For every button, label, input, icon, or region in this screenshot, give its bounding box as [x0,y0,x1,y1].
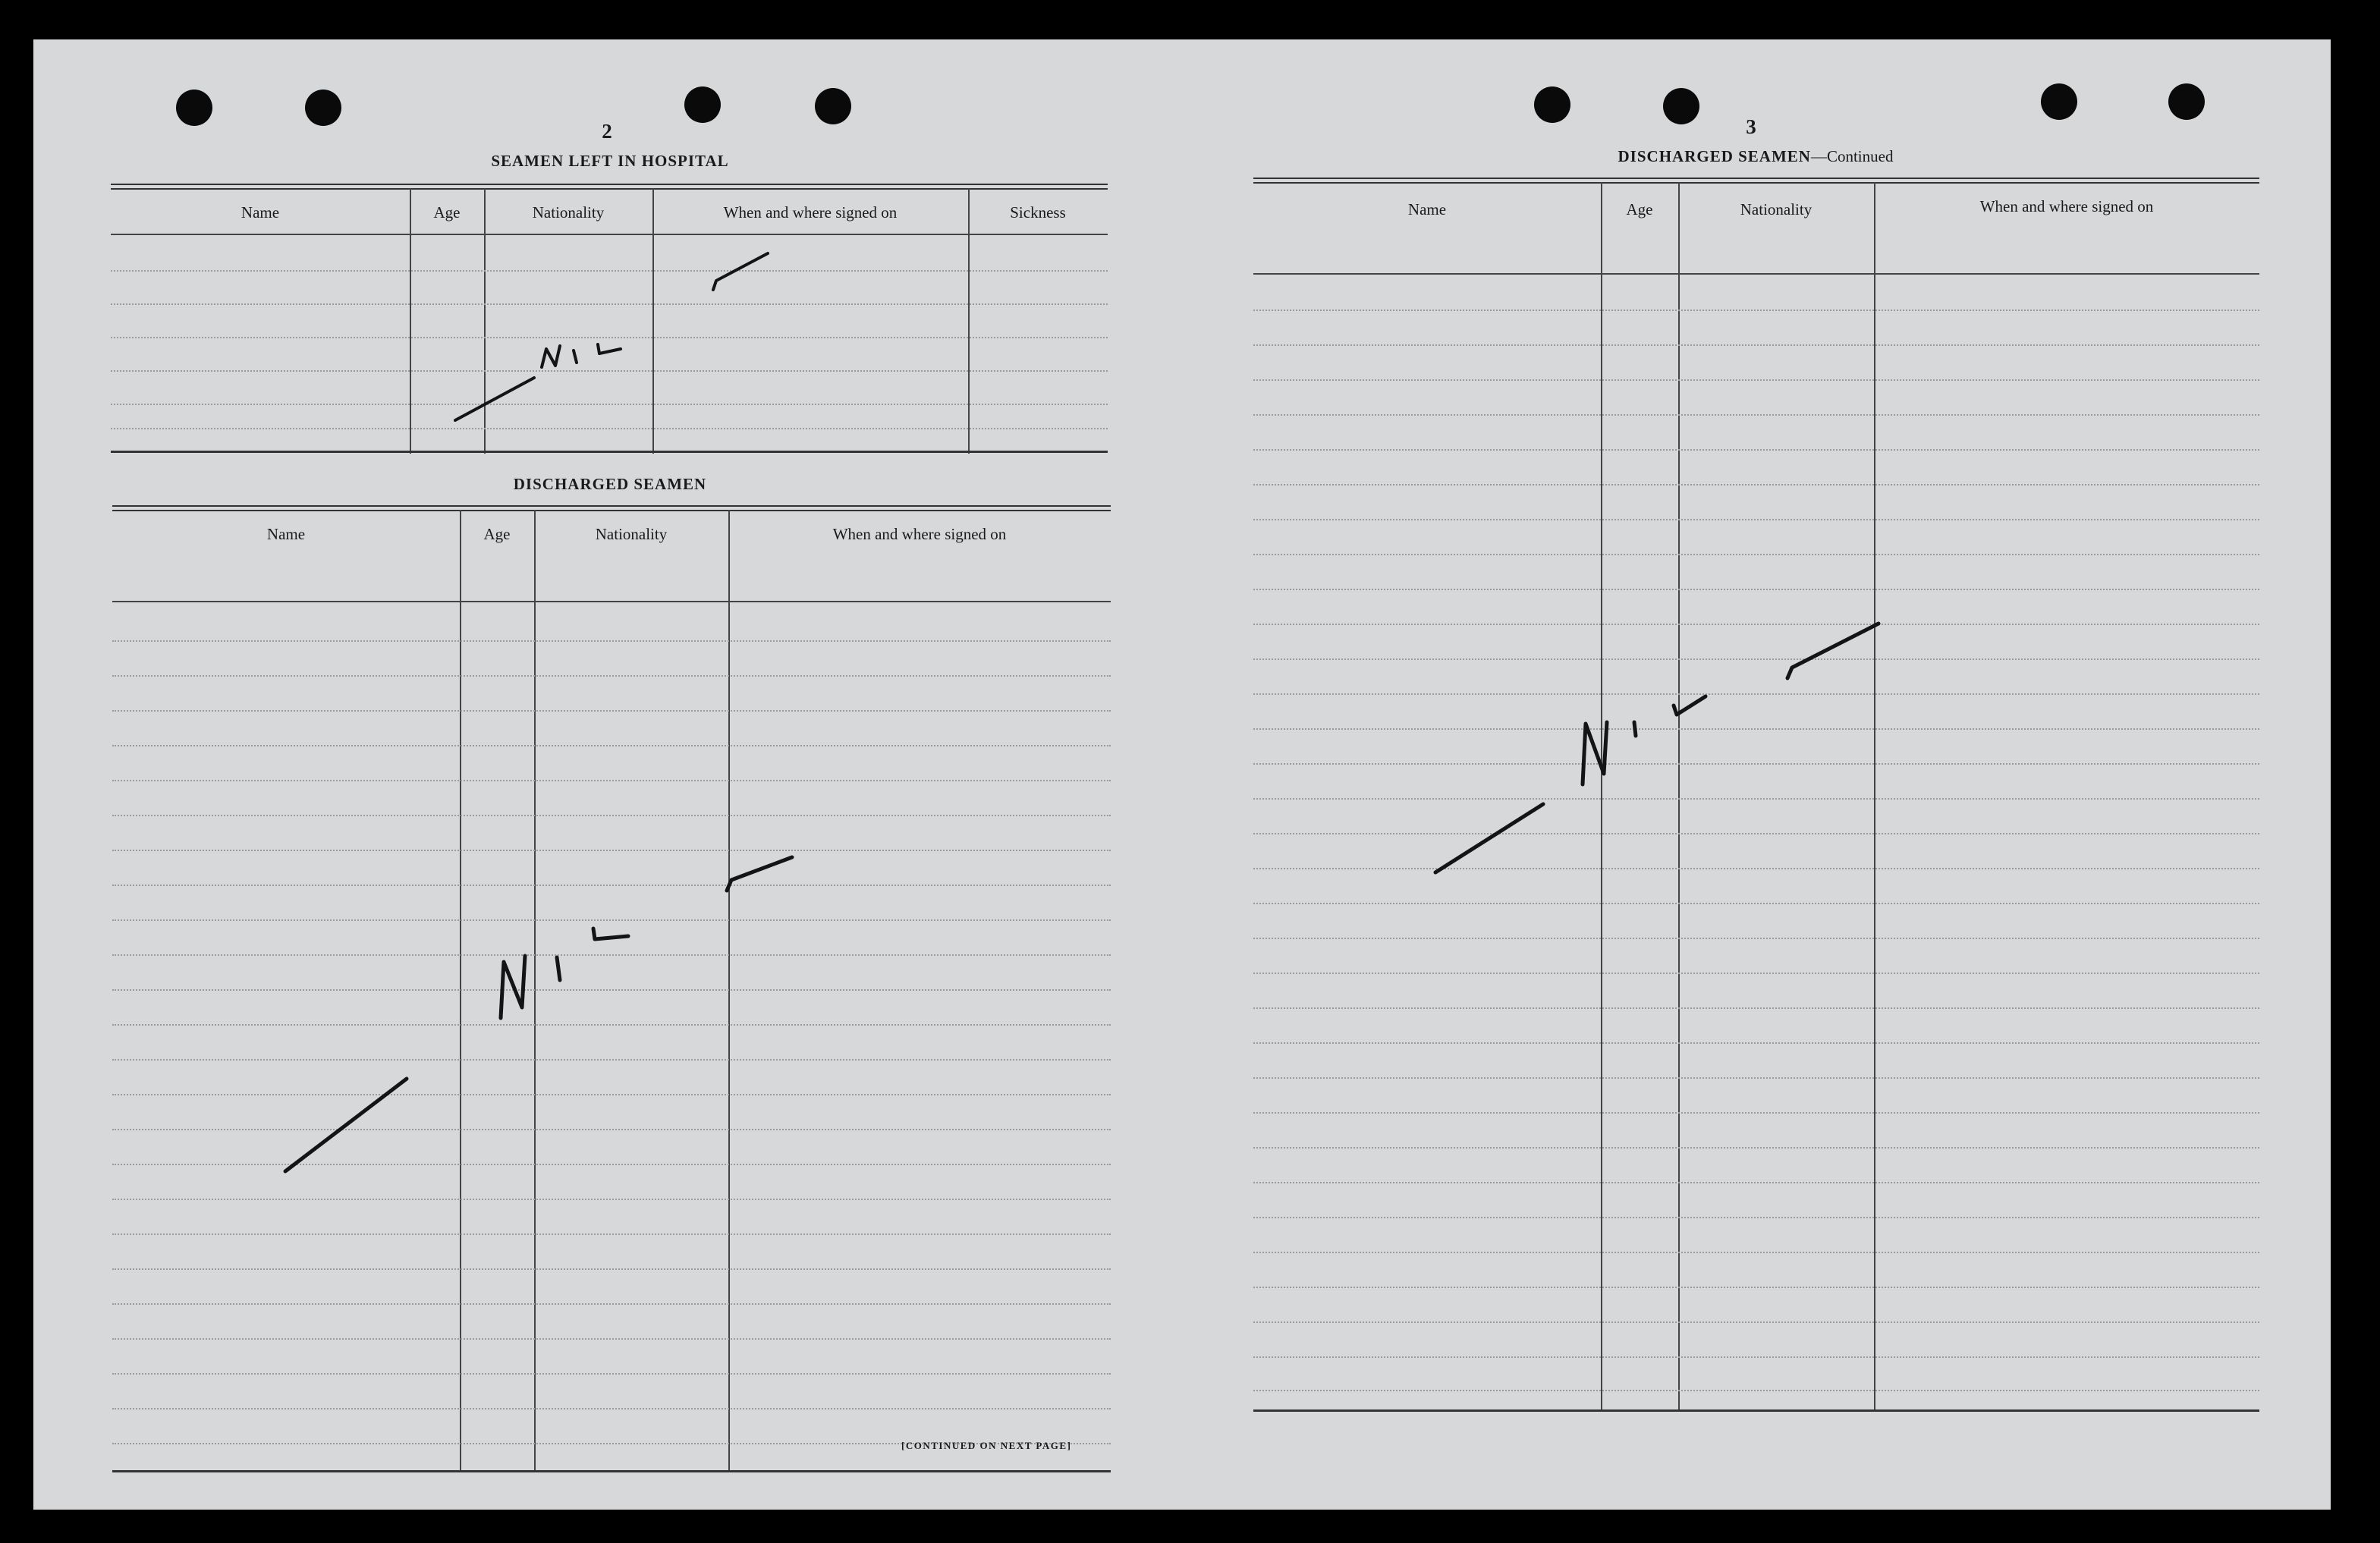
column-header-nationality: Nationality [1740,200,1813,218]
handwriting-layer [33,39,2331,1510]
section-title-text: DISCHARGED SEAMEN [1618,147,1811,165]
column-header-signed-on: When and where signed on [1979,197,2154,215]
column-header-age: Age [1626,200,1653,218]
handwritten-nil-discharged-left [285,857,792,1171]
column-header-signed-on: When and where signed on [832,525,1007,543]
discharged-section-title: DISCHARGED SEAMEN [513,475,707,493]
column-header-name: Name [266,525,306,543]
handwritten-nil-hospital [455,253,768,420]
hospital-section-title: SEAMEN LEFT IN HOSPITAL [491,152,729,170]
page-number-right: 3 [1746,115,1756,138]
page-number-left: 2 [602,120,612,143]
continued-note: [CONTINUED ON NEXT PAGE] [901,1440,1072,1451]
column-header-signed-on: When and where signed on [723,203,898,222]
column-header-age: Age [433,203,461,222]
document-sheet [33,39,2331,1510]
column-header-name: Name [241,203,280,222]
section-title-suffix: —Continued [1810,147,1894,165]
column-header-sickness: Sickness [1010,203,1066,222]
column-header-name: Name [1407,200,1447,218]
column-header-nationality: Nationality [595,525,668,543]
handwritten-nil-discharged-right [1435,624,1879,872]
column-header-age: Age [483,525,511,543]
column-header-nationality: Nationality [532,203,605,222]
